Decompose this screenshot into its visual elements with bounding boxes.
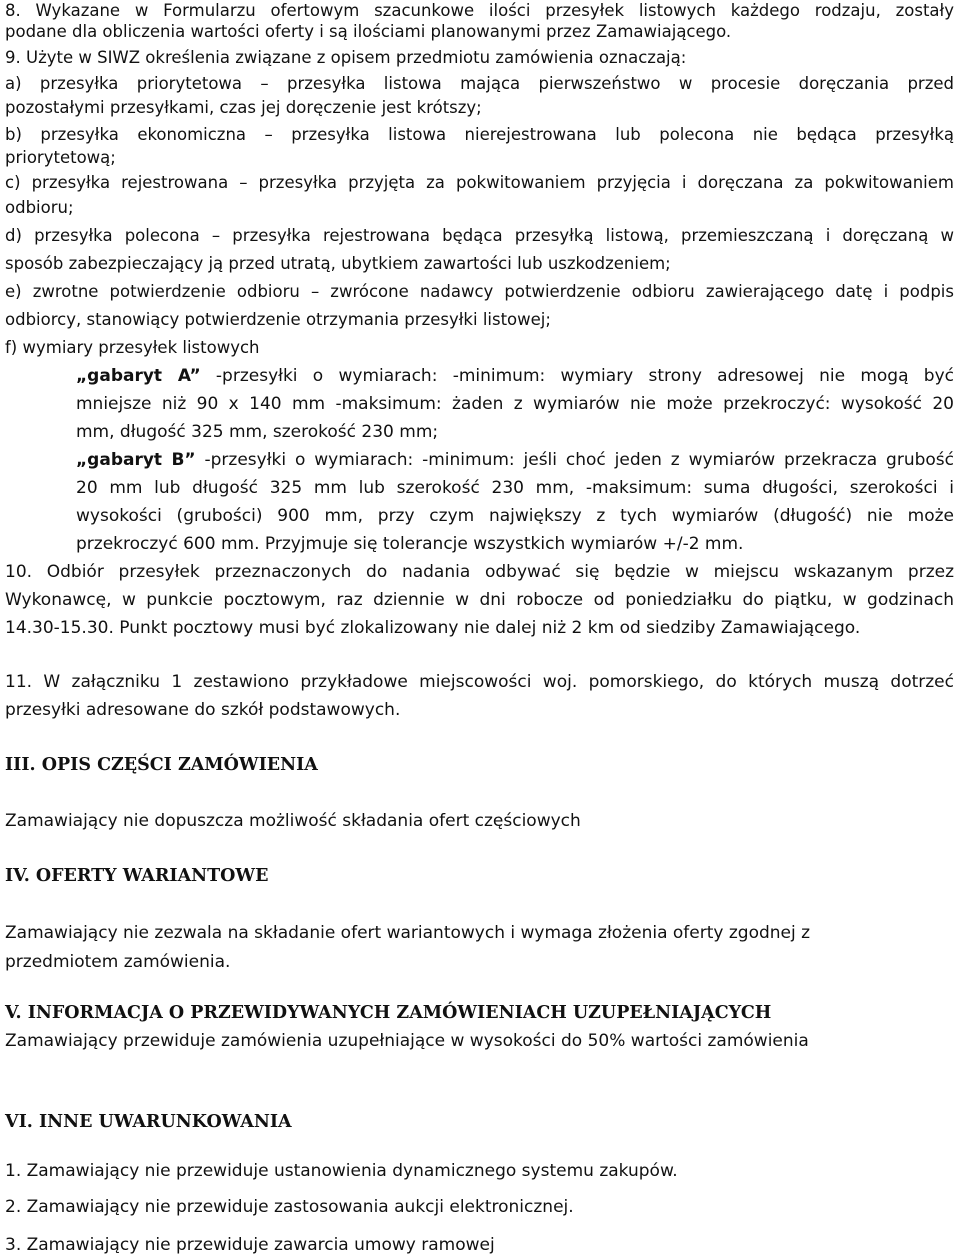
section-6-heading: VI. INNE UWARUNKOWANIA <box>5 1112 292 1132</box>
section-3-text: Zamawiający nie dopuszcza możliwość składania ofert częściowych <box>5 811 581 831</box>
definition-d-line-2: sposób zabezpieczający ją przed utratą, ubytkiem zawartości lub uszkodzeniem; <box>5 254 671 273</box>
gabaryt-b-line-4: przekroczyć 600 mm. Przyjmuje się tolerancje wszystkich wymiarów +/-2 mm. <box>76 534 744 554</box>
section-5-heading: V. INFORMACJA O PRZEWIDYWANYCH ZAMÓWIENIACH UZUPEŁNIAJĄCYCH <box>5 1003 772 1023</box>
definition-c-line-2: odbioru; <box>5 198 74 217</box>
section-6-item-1: 1. Zamawiający nie przewiduje ustanowienia dynamicznego systemu zakupów. <box>5 1161 678 1181</box>
section-4-text-line-2: przedmiotem zamówienia. <box>5 952 231 972</box>
gabaryt-a-description: -przesyłki o wymiarach: -minimum: wymiary strony adresowej nie mogą być <box>200 366 954 386</box>
section-4-heading: IV. OFERTY WARIANTOWE <box>5 866 269 886</box>
gabaryt-a-line-2: mniejsze niż 90 x 140 mm -maksimum: żaden z wymiarów nie może przekroczyć: wysokość 20 <box>76 394 954 414</box>
definition-a-line-1: a) przesyłka priorytetowa – przesyłka listowa mająca pierwszeństwo w procesie doręczania przed <box>5 74 954 93</box>
definition-d-line-1: d) przesyłka polecona – przesyłka rejestrowana będąca przesyłką listową, przemieszczaną i doręczaną w <box>5 226 954 245</box>
section-5-text: Zamawiający przewiduje zamówienia uzupełniające w wysokości do 50% wartości zamówienia <box>5 1031 809 1051</box>
definition-e-line-1: e) zwrotne potwierdzenie odbioru – zwrócone nadawcy potwierdzenie odbioru zawierającego datę i podpis <box>5 282 954 301</box>
gabaryt-b-description: -przesyłki o wymiarach: -minimum: jeśli choć jeden z wymiarów przekracza grubość <box>195 450 954 470</box>
point-8-line-1: 8. Wykazane w Formularzu ofertowym szacunkowe ilości przesyłek listowych każdego rodzaju, zostały <box>5 1 954 20</box>
section-6-item-2: 2. Zamawiający nie przewiduje zastosowania aukcji elektronicznej. <box>5 1197 574 1217</box>
point-10-line-2: Wykonawcę, w punkcie pocztowym, raz dziennie w dni robocze od poniedziałku do piątku, w godzinach <box>5 590 954 610</box>
gabaryt-a-line-1 <box>76 365 954 387</box>
gabaryt-b-line-3: wysokości (grubości) 900 mm, przy czym największy z tych wymiarów (długość) nie może <box>76 506 954 526</box>
section-6-item-3: 3. Zamawiający nie przewiduje zawarcia umowy ramowej <box>5 1235 495 1255</box>
definition-b-line-2: priorytetową; <box>5 148 116 167</box>
gabaryt-a-name: „gabaryt A” <box>76 366 201 386</box>
definition-f: f) wymiary przesyłek listowych <box>5 338 260 357</box>
definition-b-line-1: b) przesyłka ekonomiczna – przesyłka listowa nierejestrowana lub polecona nie będąca przesyłką <box>5 125 954 144</box>
definition-a-line-2: pozostałymi przesyłkami, czas jej doręczenie jest krótszy; <box>5 98 482 117</box>
gabaryt-b-line-2: 20 mm lub długość 325 mm lub szerokość 230 mm, -maksimum: suma długości, szerokości i <box>76 478 954 498</box>
point-10-line-1: 10. Odbiór przesyłek przeznaczonych do nadania odbywać się będzie w miejscu wskazanym przez <box>5 562 954 582</box>
point-11-line-1: 11. W załączniku 1 zestawiono przykładowe miejscowości woj. pomorskiego, do których muszą dotrzeć <box>5 672 954 692</box>
definition-e-line-2: odbiorcy, stanowiący potwierdzenie otrzymania przesyłki listowej; <box>5 310 551 329</box>
gabaryt-a-line-3: mm, długość 325 mm, szerokość 230 mm; <box>76 422 439 442</box>
point-10-line-3: 14.30-15.30. Punkt pocztowy musi być zlokalizowany nie dalej niż 2 km od siedziby Zamawiającego. <box>5 618 861 638</box>
gabaryt-b-line-1 <box>76 449 954 471</box>
section-4-text-line-1: Zamawiający nie zezwala na składanie ofert wariantowych i wymaga złożenia oferty zgodnej z <box>5 923 811 943</box>
section-3-heading: III. OPIS CZĘŚCI ZAMÓWIENIA <box>5 755 318 775</box>
point-9-intro: 9. Użyte w SIWZ określenia związane z opisem przedmiotu zamówienia oznaczają: <box>5 48 687 67</box>
definition-c-line-1: c) przesyłka rejestrowana – przesyłka przyjęta za pokwitowaniem przyjęcia i doręczana za pokwitowaniem <box>5 173 954 192</box>
gabaryt-b-name: „gabaryt B” <box>76 450 196 470</box>
point-8-line-2: podane dla obliczenia wartości oferty i są ilościami planowanymi przez Zamawiającego. <box>5 22 732 41</box>
point-11-line-2: przesyłki adresowane do szkół podstawowych. <box>5 700 401 720</box>
